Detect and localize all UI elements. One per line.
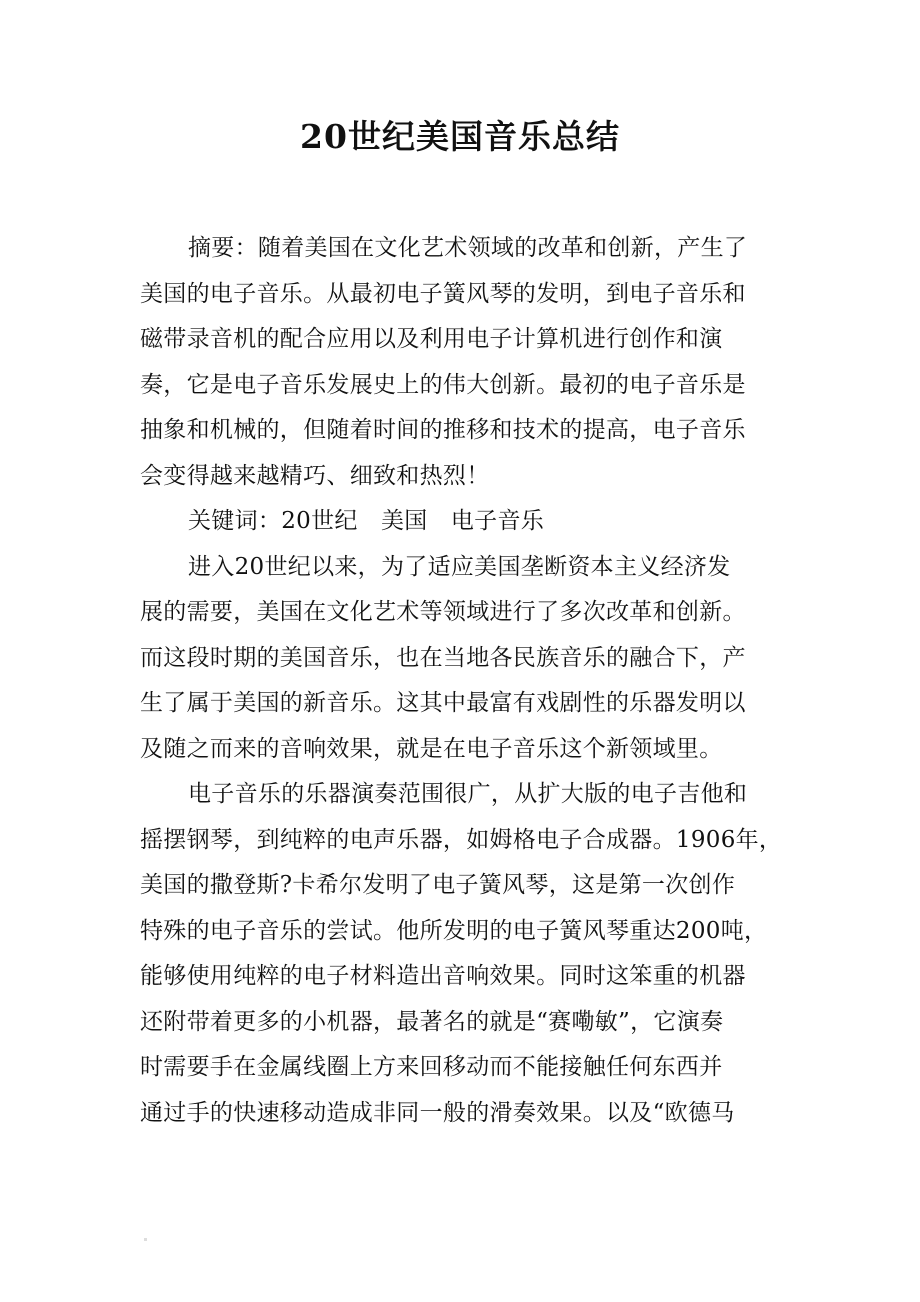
paragraph-line: 生了属于美国的新音乐。这其中最富有戏剧性的乐器发明以	[140, 690, 746, 716]
document-title: 20世纪美国音乐总结	[300, 117, 620, 156]
paragraph-line: 进入20世纪以来，为了适应美国垄断资本主义经济发	[188, 553, 731, 580]
paragraph-line: 而这段时期的美国音乐，也在当地各民族音乐的融合下，产	[140, 644, 746, 671]
abstract-line: 美国的电子音乐。从最初电子簧风琴的发明，到电子音乐和	[140, 280, 746, 307]
paragraph-line: 摇摆钢琴，到纯粹的电声乐器，如姆格电子合成器。1906年，	[140, 826, 783, 853]
paragraph-line: 还附带着更多的小机器，最著名的就是“赛嘞敏”，它演奏	[140, 1008, 724, 1035]
keywords-line: 关键词：20世纪 美国 电子音乐	[188, 508, 545, 534]
paragraph-line: 特殊的电子音乐的尝试。他所发明的电子簧风琴重达200吨，	[140, 917, 768, 944]
paragraph-line: 时需要手在金属线圈上方来回移动而不能接触任何东西并	[140, 1054, 723, 1080]
paragraph-line: 通过手的快速移动造成非同一般的滑奏效果。以及“欧德马	[140, 1099, 735, 1126]
document-body	[140, 226, 782, 1136]
abstract-line: 抽象和机械的，但随着时间的推移和技术的提高，电子音乐	[140, 417, 746, 443]
paragraph-line: 展的需要，美国在文化艺术等领域进行了多次改革和创新。	[140, 599, 746, 625]
abstract-line: 摘要：随着美国在文化艺术领域的改革和创新，产生了	[188, 235, 748, 261]
paragraph-line: 及随之而来的音响效果，就是在电子音乐这个新领域里。	[140, 735, 723, 762]
page-mark	[144, 1238, 147, 1241]
paragraph-line: 能够使用纯粹的电子材料造出音响效果。同时这笨重的机器	[140, 963, 746, 989]
paragraph-line: 美国的撒登斯?卡希尔发明了电子簧风琴，这是第一次创作	[140, 872, 736, 898]
abstract-line: 会变得越来越精巧、细致和热烈！	[140, 462, 490, 489]
abstract-line: 磁带录音机的配合应用以及利用电子计算机进行创作和演	[140, 326, 723, 352]
abstract-line: 奏，它是电子音乐发展史上的伟大创新。最初的电子音乐是	[140, 371, 746, 398]
paragraph-line: 电子音乐的乐器演奏范围很广，从扩大版的电子吉他和	[188, 781, 748, 807]
